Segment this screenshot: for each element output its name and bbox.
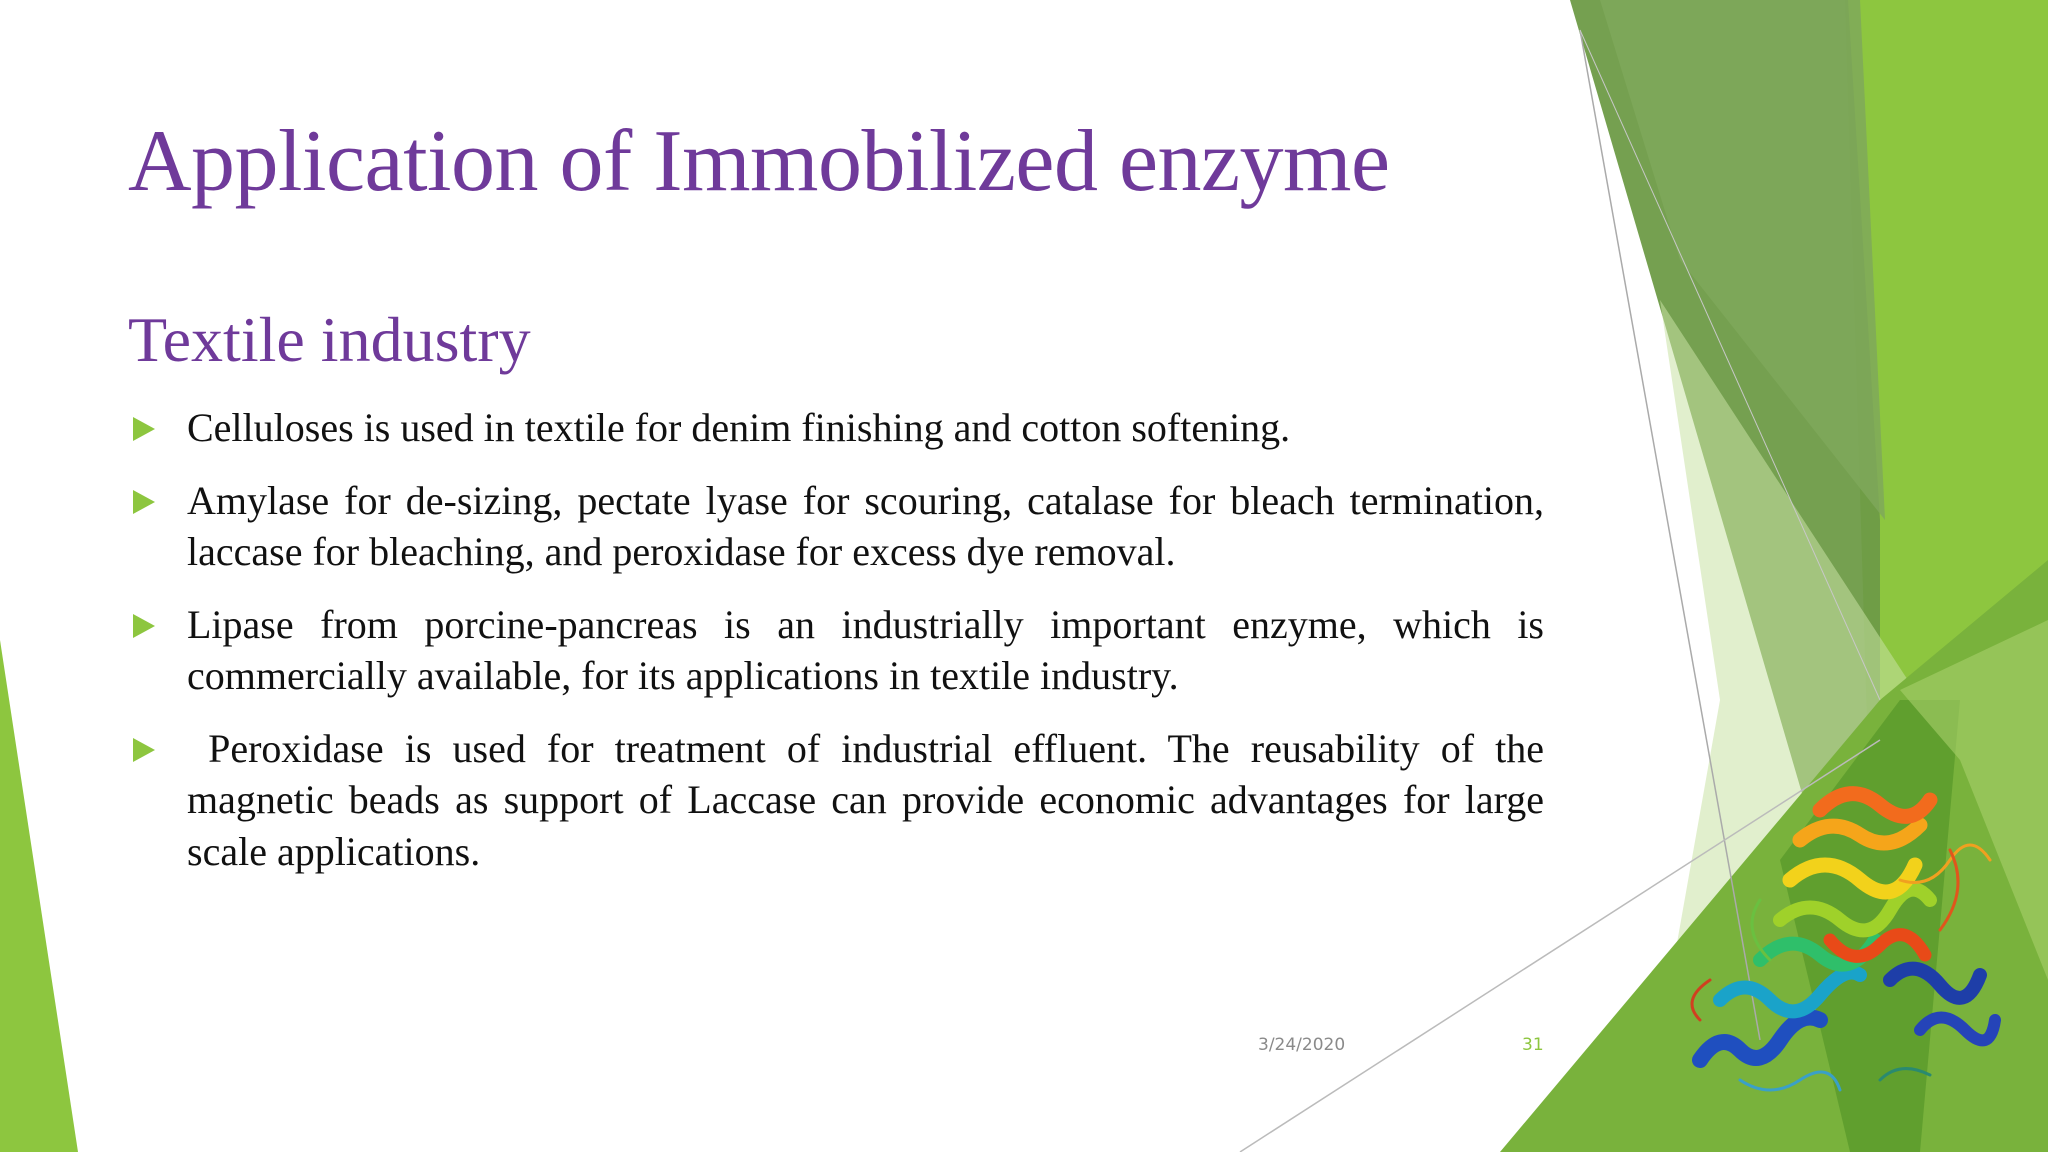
bullet-text: Amylase for de-sizing, pectate lyase for scouring, catalase for bleach termination, laccase for bleaching, and peroxidase for excess dye removal. xyxy=(187,477,1544,574)
bullet-item xyxy=(128,475,1544,578)
triangle-right-bullet-icon xyxy=(133,738,155,762)
bullet-item xyxy=(128,599,1544,702)
slide-title: Application of Immobilized enzyme xyxy=(128,113,1390,210)
triangle-right-bullet-icon xyxy=(133,614,155,638)
bullet-text: Lipase from porcine-pancreas is an industrially important enzyme, which is commercially available, for its applications in textile industry. xyxy=(187,601,1544,698)
bullet-item xyxy=(128,402,1544,454)
slide-number: 31 xyxy=(1522,1035,1544,1055)
slide-date: 3/24/2020 xyxy=(1258,1035,1346,1055)
triangle-right-bullet-icon xyxy=(133,490,155,514)
left-green-sliver xyxy=(0,640,78,1152)
triangle-right-bullet-icon xyxy=(133,417,155,441)
section-subtitle: Textile industry xyxy=(128,304,531,375)
bullet-list xyxy=(128,402,1555,898)
bullet-text: Celluloses is used in textile for denim finishing and cotton softening. xyxy=(187,405,1291,450)
bullet-text: Peroxidase is used for treatment of industrial effluent. The reusability of the magnetic beads as support of Laccase can provide economic advantages for large scale applications. xyxy=(187,725,1555,874)
bullet-item xyxy=(128,723,1555,878)
